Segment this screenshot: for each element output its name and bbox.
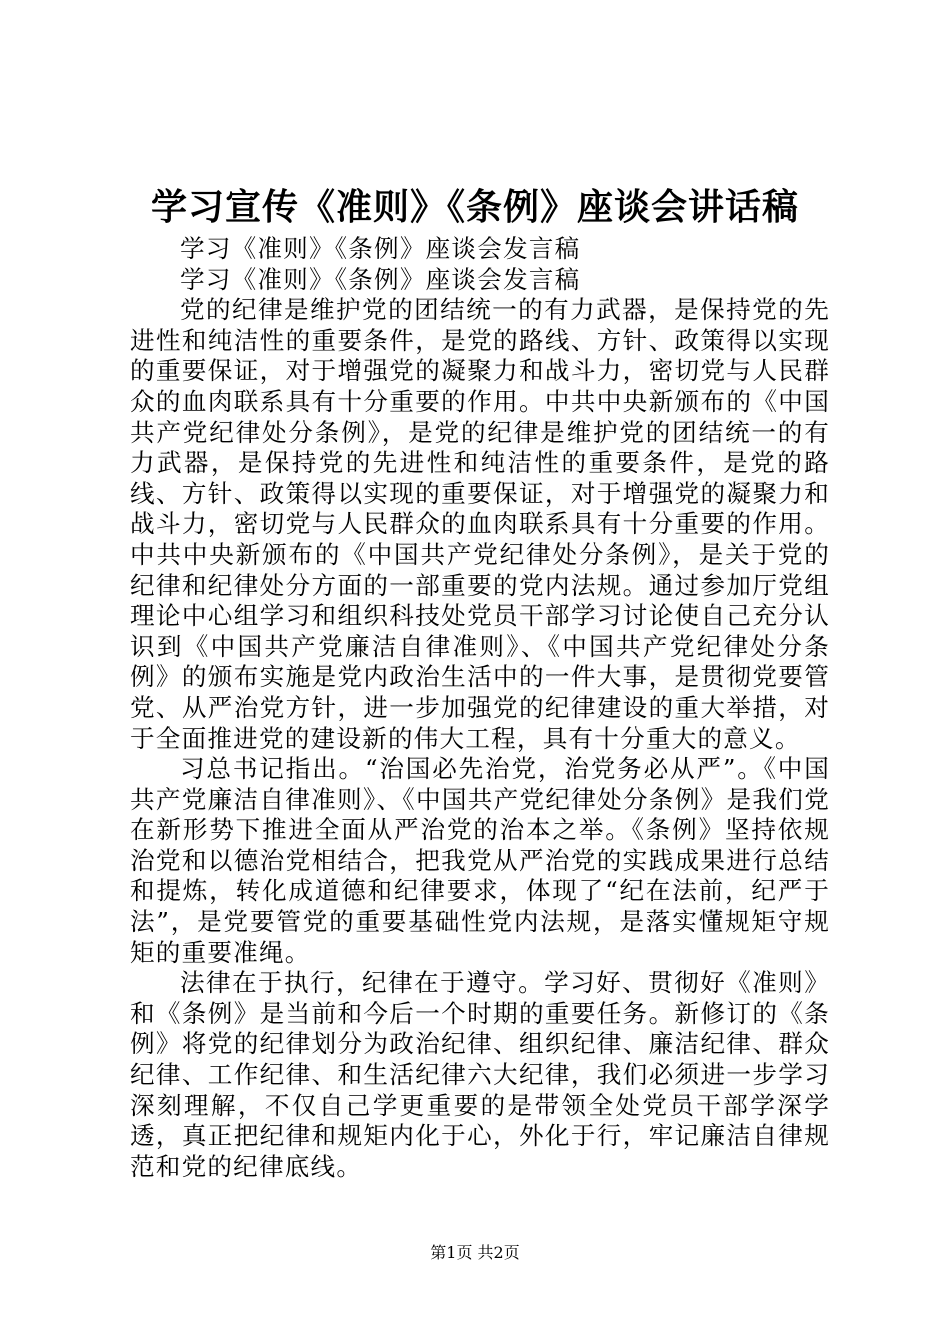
body-paragraph: 法律在于执行，纪律在于遵守。学习好、贯彻好《准则》和《条例》是当前和今后一个时期的重要任务。新修订的《条例》将党的纪律划分为政治纪律、组织纪律、廉洁纪律、群众纪律、工作纪律、和生活纪律六大纪律，我们必须进一步学习深刻理解，不仅自己学更重要的是带领全处党员干部学深学透，真正把纪律和规矩内化于心，外化于行，牢记廉洁自律规范和党的纪律底线。 bbox=[130, 968, 830, 1181]
page-number-footer: 第1页 共2页 bbox=[430, 1243, 520, 1262]
document-body bbox=[130, 234, 830, 1182]
body-paragraph: 习总书记指出。“治国必先治党，治党务必从严”。《中国共产党廉洁自律准则》、《中国共产党纪律处分条例》是我们党在新形势下推进全面从严治党的治本之举。《条例》坚持依规治党和以德治党相结合，把我党从严治党的实践成果进行总结和提炼，转化成道德和纪律要求，体现了“纪在法前，纪严于法”，是党要管党的重要基础性党内法规，是落实懂规矩守规矩的重要准绳。 bbox=[130, 754, 830, 967]
subtitle-line: 学习《准则》《条例》座谈会发言稿 bbox=[180, 264, 581, 294]
document-title: 学习宣传《准则》《条例》座谈会讲话稿 bbox=[150, 187, 799, 228]
subtitle-line: 学习《准则》《条例》座谈会发言稿 bbox=[180, 234, 581, 263]
body-paragraph: 党的纪律是维护党的团结统一的有力武器，是保持党的先进性和纯洁性的重要条件，是党的路线、方针、政策得以实现的重要保证，对于增强党的凝聚力和战斗力，密切党与人民群众的血肉联系具有十分重要的作用。中共中央新颁布的《中国共产党纪律处分条例》，是党的纪律是维护党的团结统一的有力武器，是保持党的先进性和纯洁性的重要条件，是党的路线、方针、政策得以实现的重要保证，对于增强党的凝聚力和战斗力，密切党与人民群众的血肉联系具有十分重要的作用。中共中央新颁布的《中国共产党纪律处分条例》，是关于党的纪律和纪律处分方面的一部重要的党内法规。通过参加厅党组理论中心组学习和组织科技处党员干部学习讨论使自己充分认识到《中国共产党廉洁自律准则》、《中国共产党纪律处分条例》的颁布实施是党内政治生活中的一件大事，是贯彻党要管党、从严治党方针，进一步加强党的纪律建设的重大举措，对于全面推进党的建设新的伟大工程，具有十分重大的意义。 bbox=[130, 295, 830, 753]
